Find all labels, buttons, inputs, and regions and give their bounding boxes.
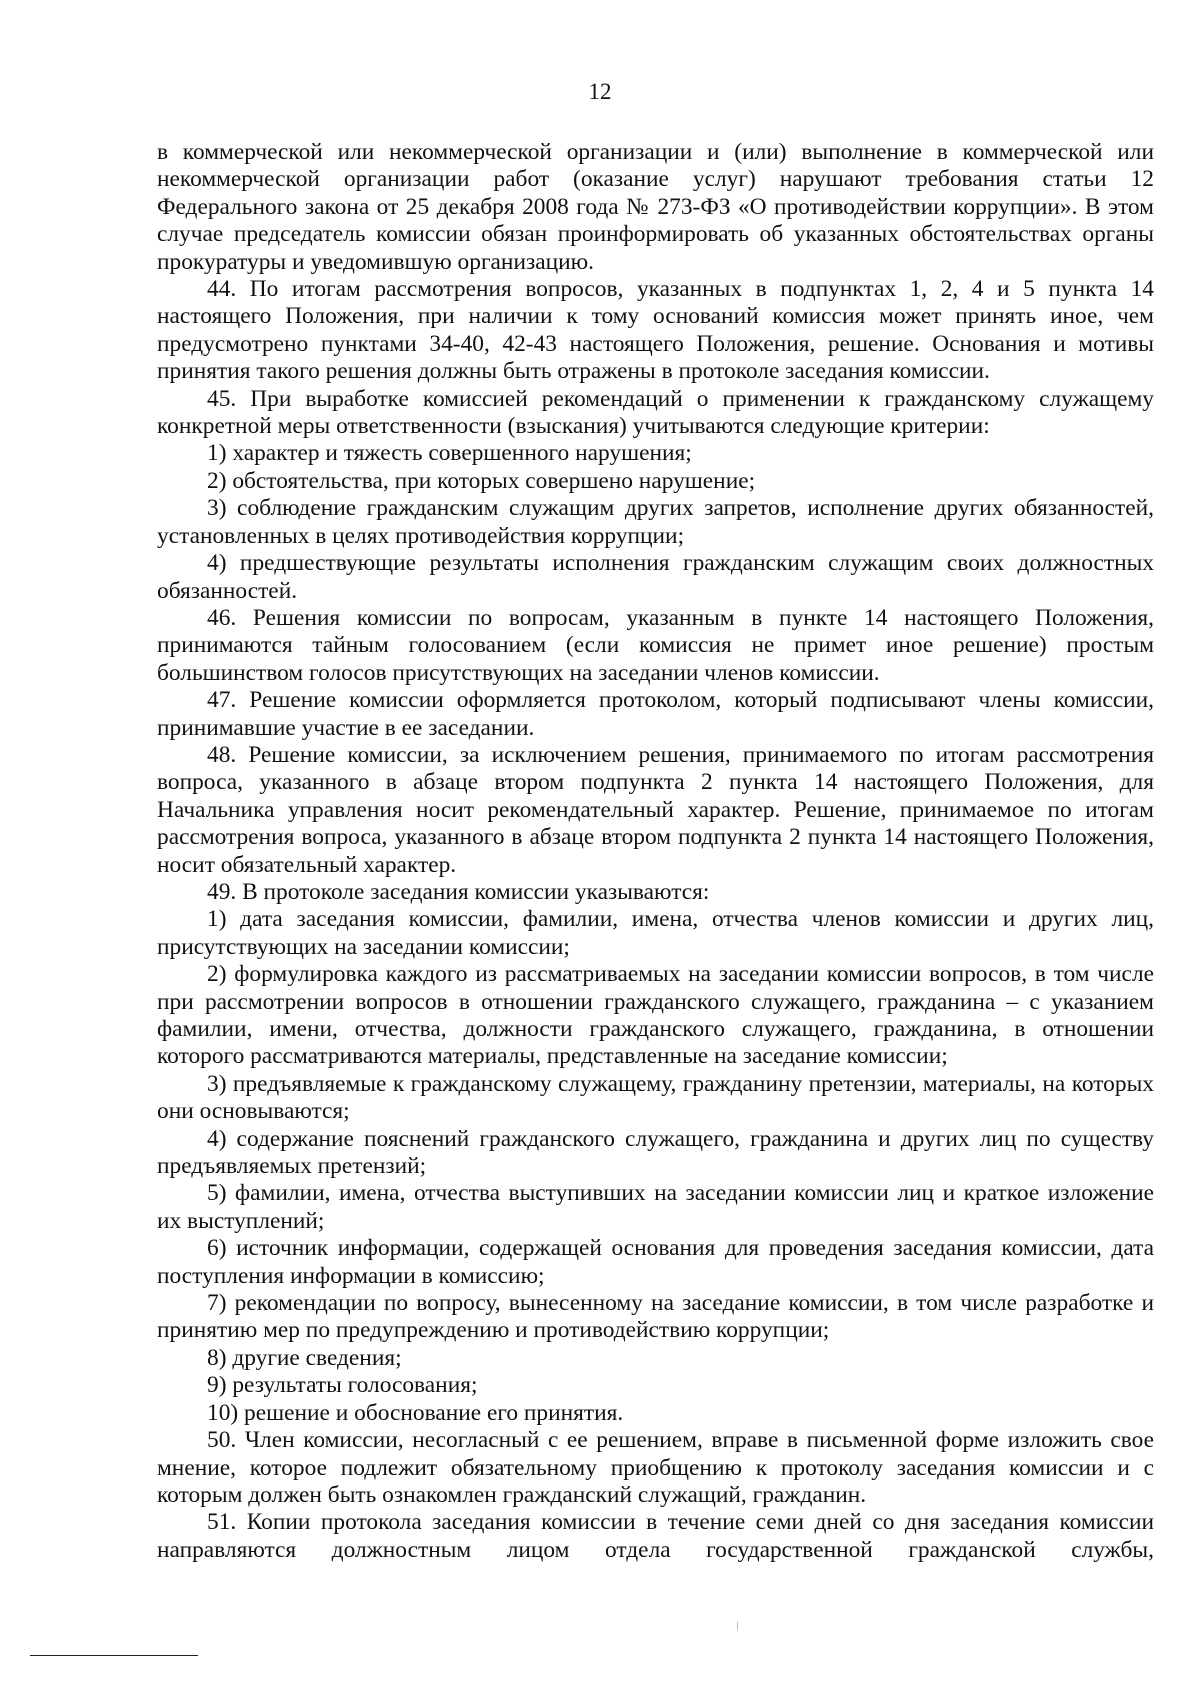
document-paragraph: 3) предъявляемые к гражданскому служащему, гражданину претензии, материалы, на которых они основываются;: [157, 1070, 1154, 1125]
document-paragraph: 47. Решение комиссии оформляется протоколом, который подписывают члены комиссии, принимавшие участие в ее заседании.: [157, 687, 1154, 741]
document-paragraph: 51. Копии протокола заседания комиссии в течение семи дней со дня заседания комиссии направляются должностным лицом отдела государственной гражданской службы,: [157, 1509, 1154, 1563]
document-paragraph: 9) результаты голосования;: [207, 1372, 478, 1399]
document-paragraph: 4) содержание пояснений гражданского служащего, гражданина и других лиц по существу предъявляемых претензий;: [157, 1125, 1154, 1180]
document-body: [157, 139, 1154, 1564]
document-paragraph: 50. Член комиссии, несогласный с ее решением, вправе в письменной форме изложить свое мнение, которое подлежит обязательному приобщению к протоколу заседания комиссии и с которым должен быть ознакомлен гражданский служащий, гражданин.: [157, 1427, 1154, 1508]
document-paragraph: 10) решение и обоснование его принятия.: [207, 1399, 624, 1426]
document-paragraph: 2) формулировка каждого из рассматриваемых на заседании комиссии вопросов, в том числе при рассмотрении вопросов в отношении гражданского служащего, гражданина – с указанием фамилии, имени, отчества, должности гражданского служащего, гражданина, в отношении которого рассматриваются материалы, представленные на заседание комиссии;: [157, 961, 1154, 1070]
document-paragraph: в коммерческой или некоммерческой организации и (или) выполнение в коммерческой или некоммерческой организации работ (оказание услуг) нарушают требования статьи 12 Федерального закона от 25 декабря 2008 года № 273-ФЗ «О противодействии коррупции». В этом случае председатель комиссии обязан проинформировать об указанных обстоятельствах органы прокуратуры и уведомившую организацию.: [157, 139, 1154, 275]
page-number: 12: [588, 79, 612, 104]
scan-artifact: [737, 1622, 738, 1630]
document-paragraph: 48. Решение комиссии, за исключением решения, принимаемого по итогам рассмотрения вопроса, указанного в абзаце втором подпункта 2 пункта 14 настоящего Положения, для Начальника управления носит рекомендательный характер. Решение, принимаемое по итогам рассмотрения вопроса, указанного в абзаце втором подпункта 2 пункта 14 настоящего Положения, носит обязательный характер.: [157, 741, 1154, 878]
document-paragraph: 5) фамилии, имена, отчества выступивших на заседании комиссии лиц и краткое изложение их выступлений;: [157, 1180, 1154, 1234]
document-paragraph: 8) другие сведения;: [207, 1344, 402, 1371]
document-paragraph: 49. В протоколе заседания комиссии указываются:: [207, 878, 710, 905]
document-paragraph: 2) обстоятельства, при которых совершено нарушение;: [207, 467, 756, 494]
document-paragraph: 44. По итогам рассмотрения вопросов, указанных в подпунктах 1, 2, 4 и 5 пункта 14 настоящего Положения, при наличии к тому оснований комиссия может принять иное, чем предусмотрено пунктами 34-40, 42-43 настоящего Положения, решение. Основания и мотивы принятия такого решения должны быть отражены в протоколе заседания комиссии.: [157, 276, 1154, 385]
document-paragraph: 45. При выработке комиссией рекомендаций о применении к гражданскому служащему конкретной меры ответственности (взыскания) учитываются следующие критерии:: [157, 385, 1154, 440]
document-paragraph: 6) источник информации, содержащей основания для проведения заседания комиссии, дата поступления информации в комиссию;: [157, 1235, 1154, 1289]
document-paragraph: 3) соблюдение гражданским служащим других запретов, исполнение других обязанностей, установленных в целях противодействия коррупции;: [157, 495, 1154, 549]
document-paragraph: 1) дата заседания комиссии, фамилии, имена, отчества членов комиссии и других лиц, присутствующих на заседании комиссии;: [157, 906, 1154, 960]
document-paragraph: 4) предшествующие результаты исполнения гражданским служащим своих должностных обязанностей.: [157, 550, 1154, 604]
document-paragraph: 1) характер и тяжесть совершенного нарушения;: [207, 440, 692, 467]
document-paragraph: 7) рекомендации по вопросу, вынесенному на заседание комиссии, в том числе разработке и принятию мер по предупреждению и противодействию коррупции;: [157, 1290, 1154, 1344]
footnote-separator-line: [30, 1655, 198, 1656]
document-paragraph: 46. Решения комиссии по вопросам, указанным в пункте 14 настоящего Положения, принимаются тайным голосованием (если комиссия не примет иное решение) простым большинством голосов присутствующих на заседании членов комиссии.: [157, 604, 1154, 686]
